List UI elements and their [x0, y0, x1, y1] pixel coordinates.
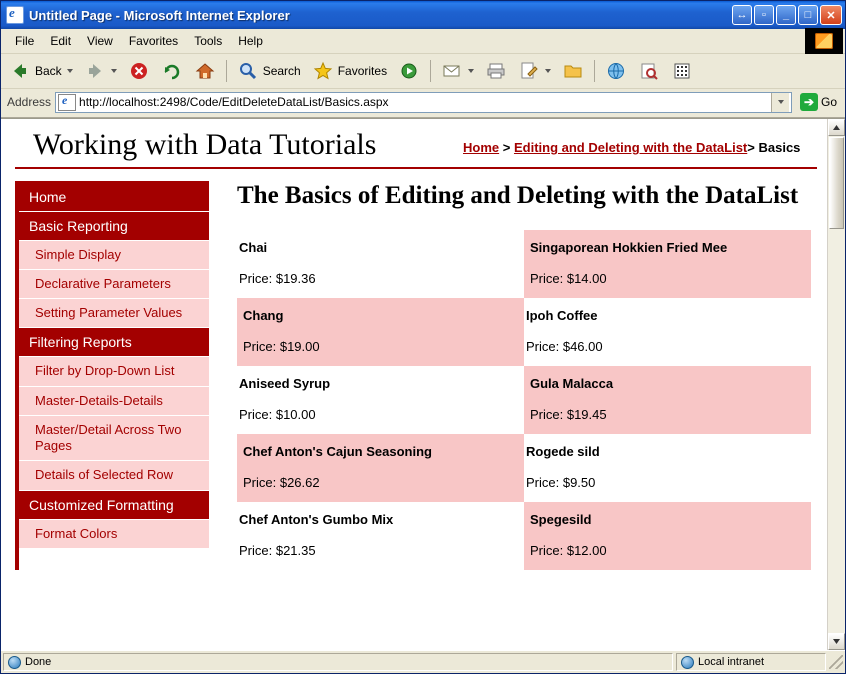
- price-label: Price:: [243, 338, 280, 354]
- toolbar-separator: [226, 60, 227, 82]
- scrollbar-thumb[interactable]: [829, 137, 844, 229]
- menu-bar: [1, 29, 845, 54]
- page-viewport: [1, 118, 845, 650]
- globe-icon: [605, 60, 627, 82]
- product-name: Singaporean Hokkien Fried Mee: [530, 239, 728, 255]
- product-price: [239, 271, 516, 286]
- folder-button[interactable]: [558, 58, 588, 84]
- encoding-icon: [671, 60, 693, 82]
- sidebar-item-home[interactable]: Home: [19, 183, 209, 212]
- sidebar-nav: [15, 181, 209, 570]
- price-value: $14.00: [566, 270, 607, 286]
- page-content: [1, 169, 827, 570]
- security-zone-panel[interactable]: [676, 653, 826, 671]
- scroll-up-button[interactable]: [828, 119, 845, 136]
- product-datalist: [237, 230, 811, 570]
- sidebar-item-basic-reporting[interactable]: Basic Reporting: [19, 212, 209, 241]
- breadcrumb-current: Basics: [758, 140, 801, 155]
- research-icon: [638, 60, 660, 82]
- sidebar-item-master-details-details[interactable]: Master-Details-Details: [19, 387, 209, 416]
- messenger-button[interactable]: [601, 58, 631, 84]
- datalist-item[interactable]: [524, 434, 811, 502]
- price-label: Price:: [239, 542, 276, 558]
- menu-item-edit[interactable]: Edit: [50, 34, 72, 48]
- edit-icon: [518, 60, 540, 82]
- close-button[interactable]: ✕: [820, 5, 842, 25]
- forward-button[interactable]: [80, 58, 121, 84]
- media-button[interactable]: [394, 58, 424, 84]
- title-bar: [1, 1, 845, 29]
- mail-icon: [441, 60, 463, 82]
- address-bar: [1, 89, 845, 118]
- intranet-zone-icon: [681, 656, 694, 669]
- product-price: [530, 271, 803, 286]
- back-arrow-icon: [9, 60, 31, 82]
- toolbar-separator-2: [430, 60, 431, 82]
- price-value: $19.36: [275, 270, 316, 286]
- status-bar: [1, 650, 845, 673]
- status-message: Done: [25, 656, 52, 668]
- windows-flag-icon: [815, 33, 833, 49]
- product-price: [530, 407, 803, 422]
- sidebar-item-filtering-reports[interactable]: Filtering Reports: [19, 328, 209, 357]
- home-icon: [194, 60, 216, 82]
- sidebar-item-simple-display[interactable]: Simple Display: [19, 241, 209, 270]
- address-history-dropdown[interactable]: [771, 93, 789, 112]
- search-button[interactable]: [233, 58, 305, 84]
- sidebar-item-setting-parameter-values[interactable]: Setting Parameter Values: [19, 299, 209, 328]
- datalist-item[interactable]: [524, 502, 811, 570]
- product-name: Chef Anton's Gumbo Mix: [239, 511, 394, 527]
- product-name: Aniseed Syrup: [239, 375, 331, 391]
- price-label: Price:: [530, 542, 567, 558]
- product-name: Chef Anton's Cajun Seasoning: [243, 443, 432, 459]
- stop-icon: [128, 60, 150, 82]
- breadcrumb-separator-1: >: [502, 140, 511, 155]
- resize-grip[interactable]: [829, 655, 843, 669]
- favorites-label: Favorites: [337, 64, 388, 78]
- breadcrumb: [463, 129, 803, 158]
- price-label: Price:: [530, 406, 567, 422]
- price-value: $46.00: [562, 338, 603, 354]
- status-message-panel: [3, 653, 673, 671]
- product-price: [239, 543, 516, 558]
- datalist-item[interactable]: [524, 366, 811, 434]
- scrollbar-track[interactable]: [828, 229, 845, 633]
- security-zone-label: Local intranet: [698, 656, 765, 668]
- search-icon: [237, 60, 259, 82]
- back-label: Back: [35, 64, 62, 78]
- content-heading: The Basics of Editing and Deleting with the DataList: [237, 181, 799, 209]
- sidebar-item-format-colors[interactable]: Format Colors: [19, 520, 209, 549]
- mail-chevron-down-icon[interactable]: [468, 69, 474, 73]
- product-name: Ipoh Coffee: [526, 307, 598, 323]
- datalist-item[interactable]: [237, 298, 524, 366]
- address-label: Address: [7, 95, 52, 109]
- edit-chevron-down-icon[interactable]: [545, 69, 551, 73]
- maximize-button[interactable]: □: [798, 5, 818, 25]
- sidebar-item-details-of-selected-row[interactable]: Details of Selected Row: [19, 461, 209, 490]
- browser-toolbar: [1, 54, 845, 89]
- menu-item-favorites[interactable]: Favorites: [128, 34, 179, 48]
- restore-group-button[interactable]: ↔: [732, 5, 752, 25]
- product-name: Rogede sild: [526, 443, 600, 459]
- search-label: Search: [262, 64, 301, 78]
- product-price: [526, 475, 803, 490]
- toolbar-separator-3: [594, 60, 595, 82]
- product-name: Spegesild: [530, 511, 592, 527]
- back-button[interactable]: [5, 58, 77, 84]
- price-label: Price:: [239, 406, 276, 422]
- menu-item-tools[interactable]: Tools: [194, 34, 223, 48]
- forward-chevron-down-icon[interactable]: [111, 69, 117, 73]
- favorites-button[interactable]: [308, 58, 391, 84]
- web-page: [1, 119, 827, 650]
- breadcrumb-separator-2: >: [747, 140, 755, 155]
- help-button[interactable]: ▫: [754, 5, 774, 25]
- product-price: [239, 407, 516, 422]
- price-value: $19.00: [279, 338, 320, 354]
- print-button[interactable]: [481, 58, 511, 84]
- price-value: $19.45: [566, 406, 607, 422]
- price-value: $21.35: [275, 542, 316, 558]
- main-content: [209, 181, 817, 570]
- breadcrumb-link-section[interactable]: Editing and Deleting with the DataList: [513, 140, 748, 155]
- chevron-down-icon: [778, 100, 784, 104]
- address-input[interactable]: [55, 92, 792, 113]
- stop-button[interactable]: [124, 58, 154, 84]
- scroll-down-button[interactable]: [828, 633, 845, 650]
- price-label: Price:: [243, 474, 280, 490]
- product-name: Chai: [239, 239, 268, 255]
- home-button[interactable]: [190, 58, 220, 84]
- product-name: Chang: [243, 307, 284, 323]
- datalist-item[interactable]: [237, 230, 524, 298]
- page-favicon-icon: [58, 94, 76, 111]
- datalist-item[interactable]: [237, 502, 524, 570]
- window-title: Untitled Page - Microsoft Internet Explorer: [29, 7, 290, 23]
- price-label: Price:: [530, 270, 567, 286]
- print-icon: [485, 60, 507, 82]
- datalist-item[interactable]: [237, 434, 524, 502]
- star-icon: [312, 60, 334, 82]
- go-label: Go: [820, 95, 837, 109]
- ie-brand-logo: [805, 28, 843, 54]
- page-title: Working with Data Tutorials: [33, 128, 377, 161]
- price-label: Price:: [526, 338, 563, 354]
- price-value: $10.00: [275, 406, 316, 422]
- address-url-text: http://localhost:2498/Code/EditDeleteDataList/Basics.aspx: [79, 95, 389, 109]
- datalist-item[interactable]: [237, 366, 524, 434]
- minimize-button[interactable]: _: [776, 5, 796, 25]
- price-value: $9.50: [562, 474, 596, 490]
- refresh-icon: [161, 60, 183, 82]
- product-price: [243, 339, 516, 354]
- datalist-item[interactable]: [524, 298, 811, 366]
- product-price: [526, 339, 803, 354]
- folder-icon: [562, 60, 584, 82]
- sidebar-item-master-detail-across-two-pages[interactable]: Master/Detail Across Two Pages: [19, 416, 209, 462]
- price-label: Price:: [239, 270, 276, 286]
- product-name: Gula Malacca: [530, 375, 614, 391]
- go-button[interactable]: [796, 93, 841, 111]
- datalist-item[interactable]: [524, 230, 811, 298]
- menu-item-help[interactable]: Help: [238, 34, 263, 48]
- price-label: Price:: [526, 474, 563, 490]
- ie-document-icon: [6, 6, 24, 24]
- edit-button[interactable]: [514, 58, 555, 84]
- menu-item-file[interactable]: File: [15, 34, 35, 48]
- product-price: [530, 543, 803, 558]
- page-status-icon: [8, 656, 21, 669]
- go-arrow-icon: ➔: [800, 93, 818, 111]
- price-value: $26.62: [279, 474, 320, 490]
- sidebar-item-declarative-parameters[interactable]: Declarative Parameters: [19, 270, 209, 299]
- menu-item-view[interactable]: View: [87, 34, 113, 48]
- back-chevron-down-icon[interactable]: [67, 69, 73, 73]
- encoding-button[interactable]: [667, 58, 697, 84]
- research-button[interactable]: [634, 58, 664, 84]
- product-price: [243, 475, 516, 490]
- window-controls: [732, 5, 842, 25]
- page-header: [15, 119, 817, 169]
- vertical-scrollbar[interactable]: [827, 119, 845, 650]
- mail-button[interactable]: [437, 58, 478, 84]
- media-icon: [398, 60, 420, 82]
- breadcrumb-link-home[interactable]: Home: [463, 140, 500, 155]
- price-value: $12.00: [566, 542, 607, 558]
- refresh-button[interactable]: [157, 58, 187, 84]
- sidebar-item-filter-by-dropdown-list[interactable]: Filter by Drop-Down List: [19, 357, 209, 386]
- sidebar-item-customized-formatting[interactable]: Customized Formatting: [19, 491, 209, 520]
- forward-arrow-icon: [84, 60, 106, 82]
